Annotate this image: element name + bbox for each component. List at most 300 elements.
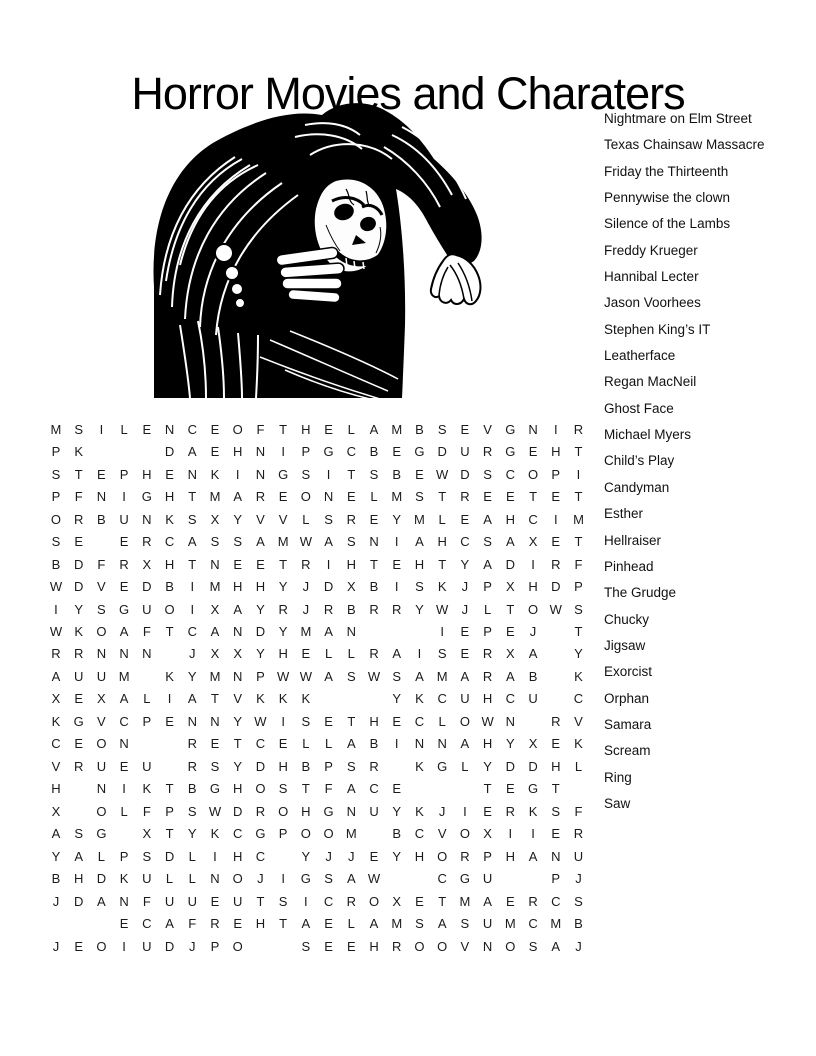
grid-cell: K <box>574 668 583 684</box>
grid-cell: R <box>573 421 584 437</box>
grid-cell: O <box>459 826 470 842</box>
grid-row <box>45 666 590 688</box>
grid-cell: I <box>281 444 285 460</box>
grid-cell <box>408 778 431 800</box>
grid-cell: H <box>164 556 175 572</box>
grid-cell: M <box>436 668 448 684</box>
grid-cell: G <box>255 826 266 842</box>
grid-cell: W <box>299 534 312 550</box>
grid-cell: S <box>483 466 492 482</box>
grid-cell: C <box>551 893 561 909</box>
grid-cell <box>363 621 386 643</box>
grid-cell: C <box>437 691 447 707</box>
grid-cell: O <box>300 489 311 505</box>
grid-cell: S <box>346 758 356 774</box>
grid-cell: D <box>460 466 470 482</box>
grid-cell: U <box>528 691 538 707</box>
grid-cell <box>567 778 590 800</box>
grid-cell: G <box>459 871 470 887</box>
grid-cell: V <box>51 758 61 774</box>
grid-cell: L <box>438 511 446 527</box>
word-list-item: Orphan <box>604 690 650 706</box>
grid-cell: M <box>391 916 403 932</box>
grid-cell: A <box>528 646 538 662</box>
grid-cell: R <box>187 758 197 774</box>
grid-cell: L <box>188 871 196 887</box>
grid-cell: T <box>211 691 219 707</box>
grid-cell: Y <box>74 601 83 617</box>
grid-cell: E <box>505 781 515 797</box>
grid-cell: O <box>459 713 470 729</box>
word-list-item: Hannibal Lecter <box>604 269 699 285</box>
grid-cell: Y <box>415 601 424 617</box>
grid-cell <box>113 441 136 463</box>
grid-cell: R <box>369 646 379 662</box>
grid-cell <box>90 531 113 553</box>
grid-cell: A <box>187 691 197 707</box>
grid-cell: L <box>347 646 355 662</box>
grid-cell: I <box>122 489 126 505</box>
ghoul-illustration <box>140 95 490 405</box>
grid-cell: T <box>574 444 583 460</box>
grid-cell: R <box>278 601 288 617</box>
grid-cell: J <box>438 803 446 819</box>
grid-cell: O <box>437 938 448 954</box>
grid-cell: E <box>369 848 379 864</box>
grid-cell: S <box>74 421 83 437</box>
grid-cell: T <box>574 534 583 550</box>
grid-cell: X <box>210 601 220 617</box>
grid-cell: C <box>505 691 516 707</box>
grid-cell: A <box>324 624 333 640</box>
grid-cell: Y <box>278 624 288 640</box>
grid-cell: D <box>505 758 516 774</box>
grid-cell: N <box>210 556 220 572</box>
grid-cell: U <box>142 938 152 954</box>
grid-cell: Y <box>392 803 402 819</box>
grid-cell <box>522 868 545 890</box>
grid-cell: S <box>97 601 106 617</box>
grid-cell: H <box>164 489 175 505</box>
grid-cell: K <box>415 758 424 774</box>
grid-cell: M <box>391 489 403 505</box>
grid-cell: B <box>301 758 311 774</box>
grid-cell: X <box>51 803 61 819</box>
grid-cell: L <box>120 421 128 437</box>
grid-cell: T <box>165 781 174 797</box>
grid-cell <box>113 823 136 845</box>
grid-cell: C <box>460 534 470 550</box>
grid-cell: R <box>187 736 197 752</box>
grid-cell: Y <box>278 579 288 595</box>
grid-cell: R <box>392 601 402 617</box>
grid-cell: E <box>74 736 83 752</box>
word-list-item: Friday the Thirteenth <box>604 163 729 179</box>
word-list-item: Hellraiser <box>604 532 662 548</box>
grid-cell: S <box>324 871 333 887</box>
grid-cell: W <box>49 624 63 640</box>
grid-cell: A <box>233 601 243 617</box>
grid-cell: P <box>51 489 61 505</box>
grid-cell: E <box>415 466 424 482</box>
word-list-item: Child’s Play <box>604 453 675 469</box>
grid-cell: L <box>324 646 333 662</box>
grid-cell: F <box>256 421 265 437</box>
grid-cell <box>499 868 522 890</box>
grid-cell: E <box>97 466 106 482</box>
grid-cell: H <box>551 444 561 460</box>
grid-cell: N <box>414 736 425 752</box>
claw-hand <box>431 254 481 304</box>
grid-cell: N <box>437 736 447 752</box>
grid-cell: Y <box>301 848 311 864</box>
grid-cell: N <box>142 646 152 662</box>
grid-cell: V <box>278 511 288 527</box>
grid-cell: D <box>505 556 516 572</box>
grid-cell: A <box>74 848 83 864</box>
grid-cell: F <box>324 781 333 797</box>
grid-row <box>45 509 590 531</box>
grid-cell: P <box>256 668 265 684</box>
grid-cell: H <box>233 781 243 797</box>
grid-cell: A <box>210 624 220 640</box>
grid-cell: W <box>367 871 381 887</box>
grid-cell: I <box>122 938 126 954</box>
grid-cell: E <box>142 421 152 437</box>
grid-cell: P <box>574 579 583 595</box>
grid-cell: O <box>255 781 266 797</box>
grid-cell: A <box>369 916 379 932</box>
grid-cell: A <box>256 534 265 550</box>
grid-cell: D <box>73 556 84 572</box>
grid-cell: F <box>142 803 151 819</box>
grid-cell: S <box>346 534 356 550</box>
grid-cell: X <box>233 646 243 662</box>
grid-cell: M <box>345 826 357 842</box>
grid-cell: D <box>164 938 175 954</box>
grid-cell: R <box>551 556 561 572</box>
grid-cell: B <box>346 601 356 617</box>
grid-cell: T <box>438 489 447 505</box>
grid-cell: H <box>233 848 243 864</box>
grid-cell: G <box>96 826 107 842</box>
grid-cell: T <box>574 624 583 640</box>
grid-cell: E <box>165 466 174 482</box>
grid-cell: Y <box>233 713 243 729</box>
grid-cell: N <box>119 646 129 662</box>
grid-cell: X <box>528 736 538 752</box>
grid-cell: W <box>367 668 381 684</box>
grid-cell: I <box>281 713 285 729</box>
grid-cell: N <box>96 781 107 797</box>
grid-cell: E <box>233 916 243 932</box>
grid-cell: S <box>187 511 197 527</box>
grid-cell: O <box>96 803 107 819</box>
grid-cell: J <box>302 579 310 595</box>
grid-cell: E <box>551 826 561 842</box>
grid-cell: U <box>187 893 197 909</box>
grid-cell: R <box>142 534 152 550</box>
grid-cell: J <box>189 646 196 662</box>
grid-row <box>45 643 590 665</box>
grid-cell: I <box>326 556 331 572</box>
grid-cell: E <box>278 489 288 505</box>
grid-cell: G <box>527 781 539 797</box>
grid-cell <box>158 756 181 778</box>
grid-cell: T <box>279 556 288 572</box>
grid-cell: E <box>324 713 333 729</box>
grid-cell: P <box>210 938 220 954</box>
page-title: Horror Movies and Charaters <box>131 68 685 120</box>
grid-cell: K <box>142 781 152 797</box>
grid-cell: A <box>165 916 174 932</box>
grid-cell: R <box>505 803 516 819</box>
grid-row <box>45 599 590 621</box>
grid-row <box>45 778 590 800</box>
grid-cell: D <box>528 758 538 774</box>
grid-cell: S <box>437 421 447 437</box>
grid-cell: A <box>505 668 515 684</box>
grid-cell <box>385 756 408 778</box>
grid-cell: M <box>504 916 516 932</box>
grid-cell: C <box>369 781 379 797</box>
grid-cell <box>408 621 431 643</box>
grid-cell: H <box>278 758 288 774</box>
grid-cell: W <box>436 601 449 617</box>
grid-cell: N <box>505 713 516 729</box>
grid-cell: R <box>460 848 470 864</box>
grid-cell: G <box>505 444 516 460</box>
grid-cell: B <box>97 511 106 527</box>
grid-cell: C <box>233 826 243 842</box>
grid-cell: S <box>301 466 311 482</box>
grid-cell: R <box>51 646 61 662</box>
grid-cell: S <box>278 893 288 909</box>
grid-cell: A <box>119 624 129 640</box>
grid-cell: A <box>551 938 561 954</box>
grid-cell: W <box>436 466 449 482</box>
grid-cell: K <box>210 466 220 482</box>
grid-cell: C <box>573 691 584 707</box>
grid-cell: N <box>346 803 356 819</box>
grid-cell: X <box>210 646 220 662</box>
word-list-item: Ring <box>604 769 632 785</box>
grid-cell: B <box>165 579 174 595</box>
grid-cell: H <box>551 758 561 774</box>
grid-cell <box>454 778 477 800</box>
grid-cell: L <box>370 489 378 505</box>
grid-cell: F <box>142 624 151 640</box>
grid-cell: S <box>460 916 470 932</box>
grid-cell <box>385 621 408 643</box>
grid-cell: N <box>96 489 107 505</box>
word-list-item: Esther <box>604 506 644 522</box>
grid-cell: L <box>97 848 105 864</box>
grid-cell: R <box>528 893 538 909</box>
grid-cell: U <box>164 893 175 909</box>
grid-cell: Y <box>392 511 402 527</box>
grid-cell: R <box>392 938 402 954</box>
grid-cell: E <box>415 893 424 909</box>
grid-cell: K <box>165 668 174 684</box>
grid-cell <box>272 936 295 958</box>
grid-cell: E <box>210 421 220 437</box>
grid-cell: F <box>74 489 83 505</box>
grid-cell: V <box>574 713 583 729</box>
grid-cell: J <box>529 624 537 640</box>
grid-cell: L <box>302 736 310 752</box>
grid-cell: V <box>437 826 447 842</box>
grid-cell: H <box>482 736 493 752</box>
grid-cell: K <box>74 624 83 640</box>
grid-cell <box>135 666 158 688</box>
word-list-item: Ghost Face <box>604 400 674 416</box>
grid-cell <box>544 643 567 665</box>
grid-cell: O <box>437 848 448 864</box>
grid-cell: Y <box>483 758 492 774</box>
grid-cell: T <box>165 826 174 842</box>
grid-cell: A <box>301 916 311 932</box>
grid-cell: N <box>119 736 129 752</box>
word-list-item: Candyman <box>604 479 670 495</box>
grid-cell: H <box>437 534 447 550</box>
grid-cell: E <box>210 444 220 460</box>
grid-cell: R <box>210 916 220 932</box>
grid-cell <box>544 621 567 643</box>
grid-cell: U <box>482 871 493 887</box>
grid-cell: E <box>324 916 333 932</box>
grid-cell: F <box>97 556 106 572</box>
grid-cell: S <box>278 781 288 797</box>
grid-cell: T <box>188 489 197 505</box>
grid-cell: C <box>255 848 266 864</box>
grid-cell: B <box>528 668 538 684</box>
grid-cell: D <box>233 803 243 819</box>
grid-cell: N <box>482 938 493 954</box>
grid-cell: T <box>347 466 356 482</box>
grid-cell: Y <box>460 556 470 572</box>
grid-cell <box>544 688 567 710</box>
grid-cell: M <box>550 916 562 932</box>
grid-cell: A <box>483 556 492 572</box>
grid-cell: J <box>52 938 60 954</box>
grid-cell: P <box>165 803 174 819</box>
grid-cell: J <box>461 579 469 595</box>
grid-cell: C <box>142 916 152 932</box>
grid-cell: N <box>210 871 220 887</box>
grid-cell: W <box>277 668 290 684</box>
grid-cell: H <box>301 421 311 437</box>
grid-cell: O <box>278 803 289 819</box>
grid-row <box>45 868 590 890</box>
grid-row <box>45 756 590 778</box>
grid-cell: D <box>437 444 447 460</box>
word-list-item: Leatherface <box>604 348 676 364</box>
grid-cell: M <box>573 511 584 527</box>
grid-row <box>45 464 590 486</box>
grid-cell: P <box>301 444 311 460</box>
grid-cell: B <box>51 871 61 887</box>
grid-cell: R <box>369 601 379 617</box>
grid-row <box>45 419 590 441</box>
grid-cell: S <box>142 848 152 864</box>
grid-cell: S <box>324 511 333 527</box>
grid-cell: I <box>576 466 581 482</box>
grid-cell: E <box>369 511 379 527</box>
grid-cell: B <box>392 826 402 842</box>
grid-cell: V <box>460 938 470 954</box>
grid-cell: I <box>553 511 558 527</box>
grid-cell: U <box>142 601 152 617</box>
grid-cell: E <box>233 556 243 572</box>
grid-cell: C <box>187 624 197 640</box>
grid-cell: H <box>369 938 379 954</box>
grid-cell <box>135 733 158 755</box>
grid-cell: P <box>483 848 492 864</box>
grid-cell: W <box>549 601 562 617</box>
grid-cell: X <box>142 556 152 572</box>
grid-cell: U <box>460 444 470 460</box>
grid-cell: K <box>415 691 424 707</box>
grid-cell: R <box>301 556 311 572</box>
grid-cell: L <box>120 803 128 819</box>
grid-cell: H <box>414 556 425 572</box>
grid-cell: E <box>460 646 470 662</box>
grid-cell: H <box>369 713 379 729</box>
grid-cell: T <box>370 556 378 572</box>
grid-cell: M <box>459 893 471 909</box>
grid-cell: P <box>119 848 129 864</box>
grid-cell: A <box>346 781 356 797</box>
word-list-item: Texas Chainsaw Massacre <box>604 137 765 153</box>
grid-cell: E <box>483 803 492 819</box>
grid-cell: Y <box>574 646 583 662</box>
grid-cell: E <box>74 534 83 550</box>
grid-cell: T <box>483 781 492 797</box>
grid-cell <box>45 913 68 935</box>
grid-cell: R <box>323 601 334 617</box>
grid-cell: D <box>164 848 175 864</box>
grid-cell: G <box>437 758 448 774</box>
grid-cell: I <box>394 736 399 752</box>
word-list-item: Jigsaw <box>604 637 646 653</box>
grid-cell: G <box>300 871 311 887</box>
grid-cell: C <box>187 421 197 437</box>
grid-row <box>45 688 590 710</box>
grid-cell: R <box>119 556 129 572</box>
grid-cell: E <box>392 781 402 797</box>
grid-cell: Y <box>505 736 515 752</box>
grid-cell: B <box>392 466 402 482</box>
grid-cell: F <box>142 893 151 909</box>
grid-cell: A <box>483 893 492 909</box>
grid-cell: A <box>392 646 402 662</box>
grid-cell: U <box>96 668 107 684</box>
grid-cell: O <box>164 601 175 617</box>
grid-cell: A <box>415 534 424 550</box>
grid-cell: T <box>529 489 538 505</box>
grid-cell: P <box>551 871 561 887</box>
grid-cell: B <box>369 579 379 595</box>
grid-cell: S <box>574 601 583 617</box>
grid-cell: T <box>188 556 197 572</box>
grid-cell <box>158 733 181 755</box>
grid-cell: D <box>142 579 152 595</box>
grid-cell: P <box>142 713 152 729</box>
grid-cell: U <box>142 758 152 774</box>
grid-cell: A <box>483 511 492 527</box>
grid-cell: J <box>575 871 582 887</box>
